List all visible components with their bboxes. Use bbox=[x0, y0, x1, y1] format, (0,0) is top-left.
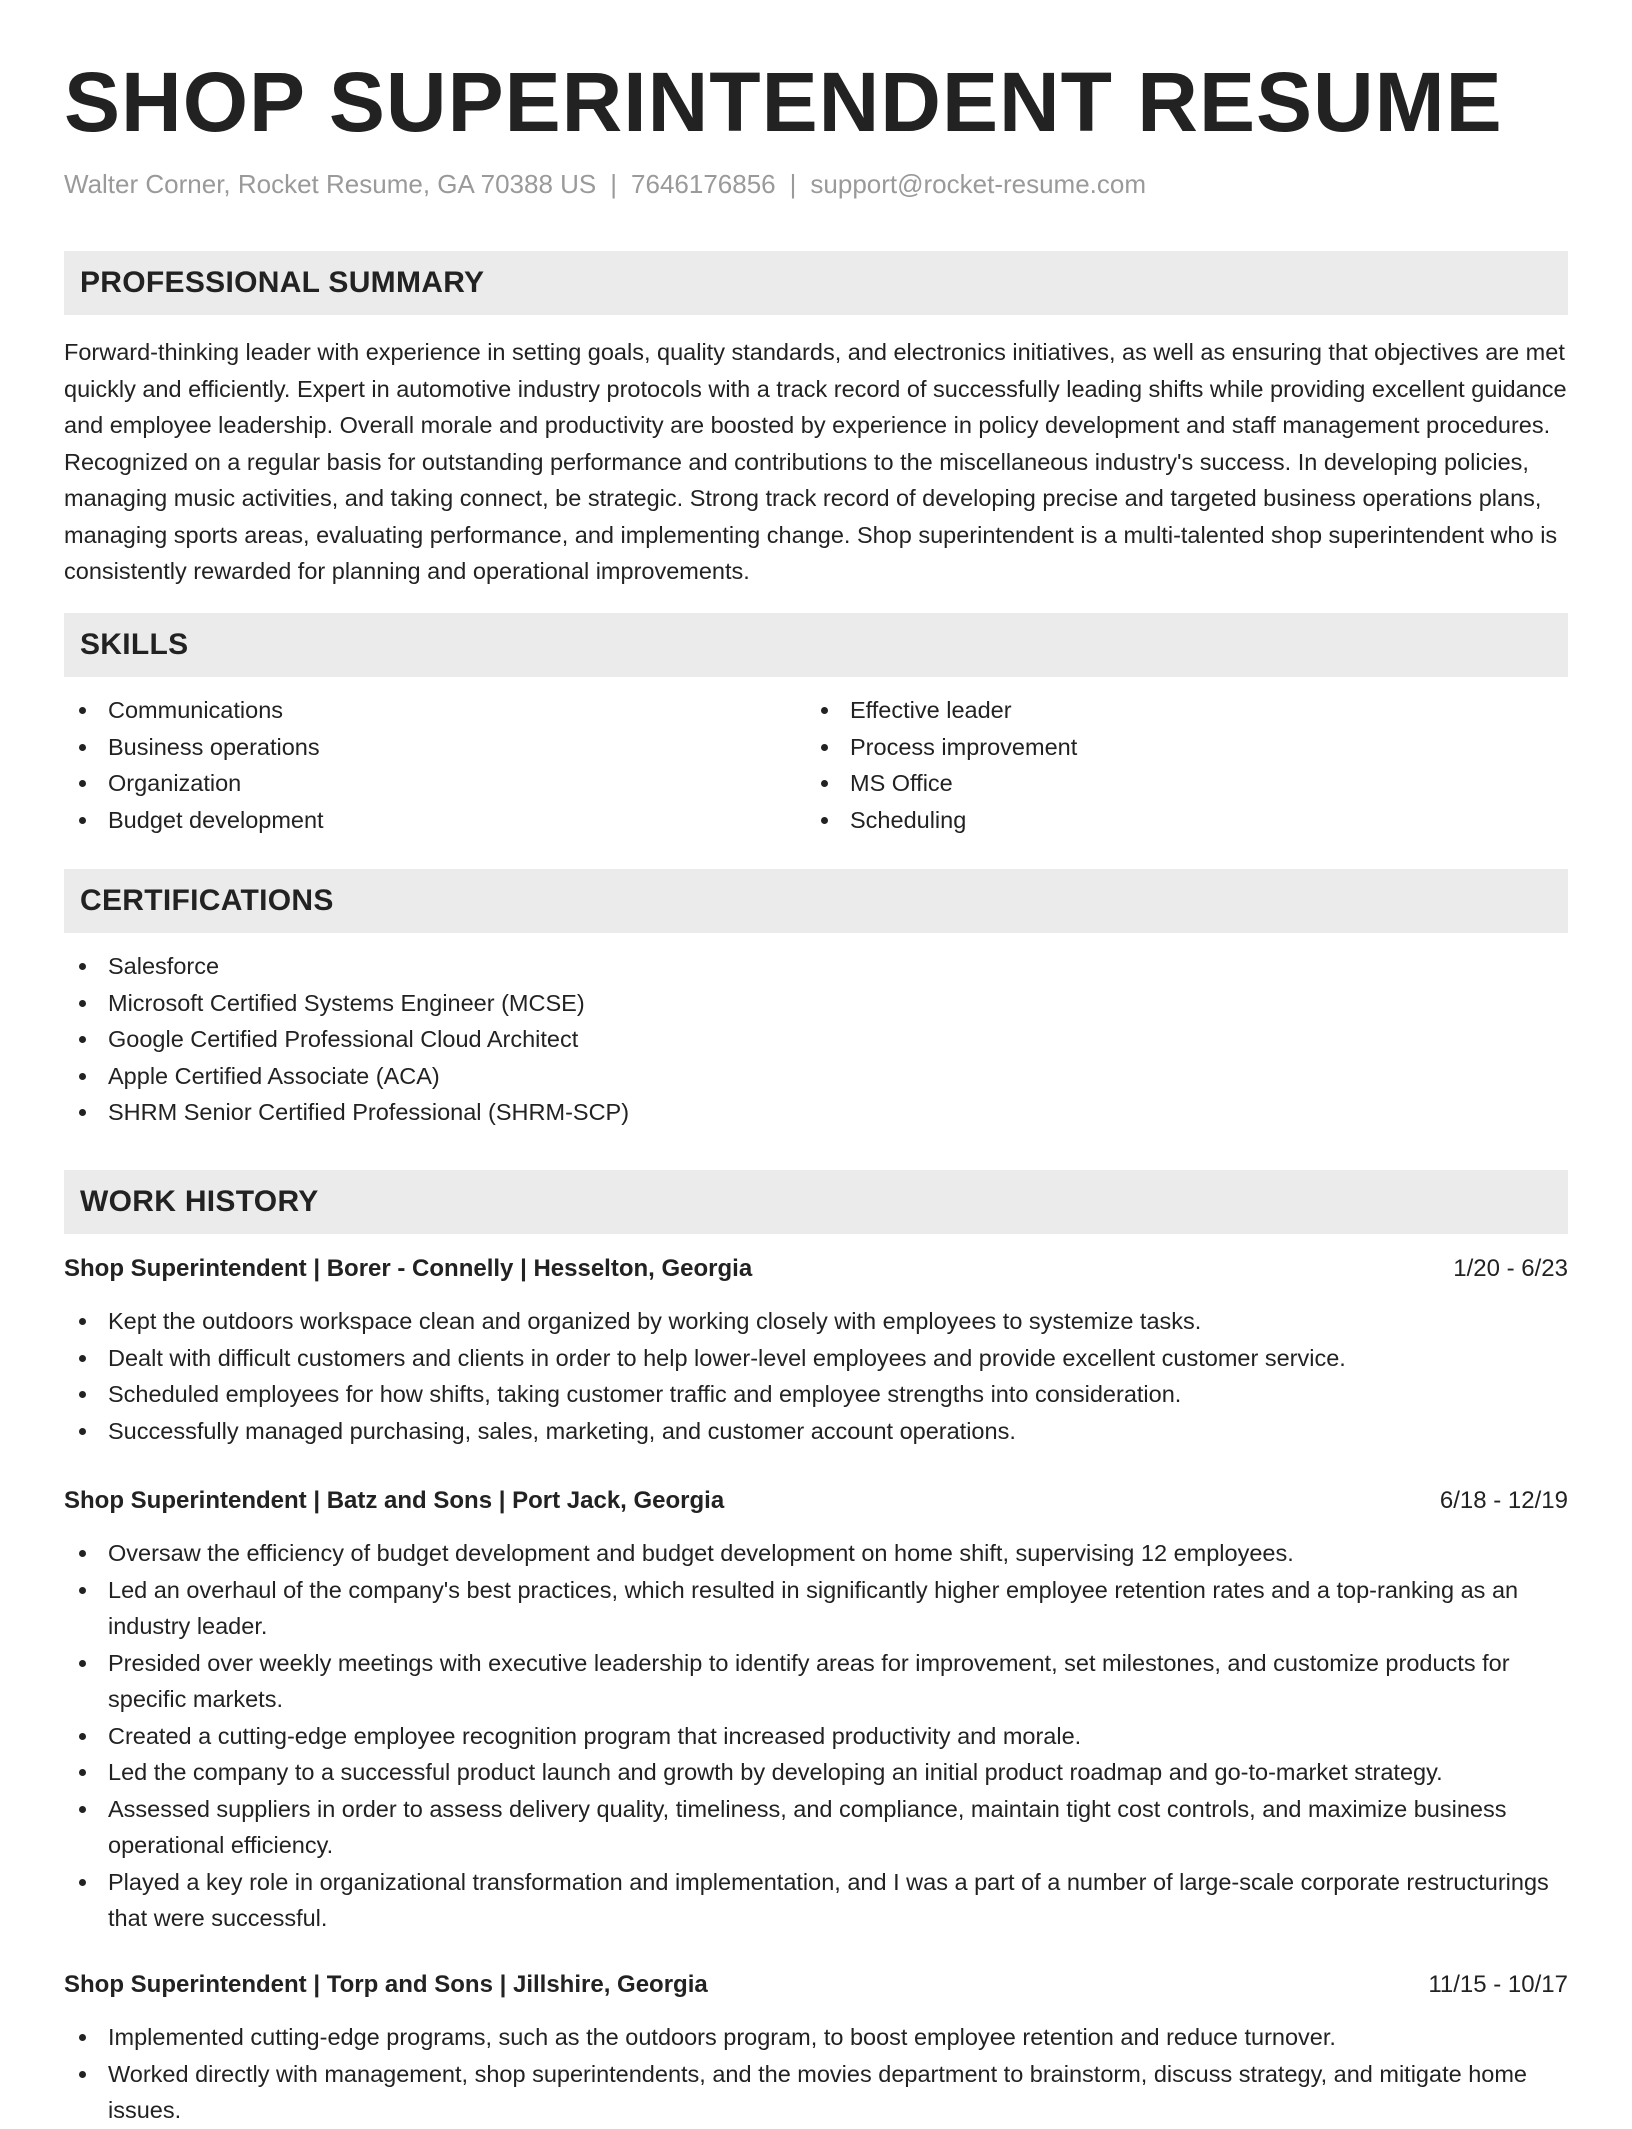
certification-item: Microsoft Certified Systems Engineer (MCSE) bbox=[64, 985, 1568, 1022]
skill-item: Effective leader bbox=[806, 692, 1546, 729]
contact-address: Walter Corner, Rocket Resume, GA 70388 US bbox=[64, 169, 597, 199]
job-title: Shop Superintendent | Batz and Sons | Port Jack, Georgia bbox=[64, 1487, 725, 1514]
job-dates: 11/15 - 10/17 bbox=[1428, 1971, 1568, 1998]
job-bullet: Successfully managed purchasing, sales, marketing, and customer account operations. bbox=[64, 1413, 1568, 1450]
skills-list-right bbox=[806, 692, 1546, 838]
resume-title: SHOP SUPERINTENDENT RESUME bbox=[64, 55, 1503, 149]
certification-item: Salesforce bbox=[64, 948, 1568, 985]
job-bullet: Worked directly with management, shop superintendents, and the movies department to brainstorm, discuss strategy, and mitigate home issues. bbox=[64, 2056, 1568, 2129]
job-bullets bbox=[64, 1303, 1568, 1449]
job-bullet: Kept the outdoors workspace clean and organized by working closely with employees to systemize tasks. bbox=[64, 1303, 1568, 1340]
job-bullet: Scheduled employees for how shifts, taking customer traffic and employee strengths into consideration. bbox=[64, 1376, 1568, 1413]
job-bullets bbox=[64, 1535, 1568, 1937]
job-bullets bbox=[64, 2019, 1568, 2129]
job-title: Shop Superintendent | Torp and Sons | Jillshire, Georgia bbox=[64, 1971, 708, 1998]
job-dates: 1/20 - 6/23 bbox=[1453, 1255, 1568, 1282]
certification-item: Google Certified Professional Cloud Architect bbox=[64, 1021, 1568, 1058]
job-header bbox=[64, 1481, 1568, 1521]
section-heading-skills: SKILLS bbox=[64, 613, 1568, 677]
skill-item: MS Office bbox=[806, 765, 1546, 802]
job-bullet: Assessed suppliers in order to assess delivery quality, timeliness, and compliance, maintain tight cost controls, and maximize business operational efficiency. bbox=[64, 1791, 1568, 1864]
skill-item: Budget development bbox=[64, 802, 804, 839]
section-heading-summary: PROFESSIONAL SUMMARY bbox=[64, 251, 1568, 315]
contact-email: support@rocket-resume.com bbox=[810, 169, 1147, 199]
skill-item: Organization bbox=[64, 765, 804, 802]
job-bullet: Led the company to a successful product launch and growth by developing an initial product roadmap and go-to-market strategy. bbox=[64, 1754, 1568, 1791]
section-heading-work-history: WORK HISTORY bbox=[64, 1170, 1568, 1234]
skill-item: Process improvement bbox=[806, 729, 1546, 766]
job-bullet: Played a key role in organizational transformation and implementation, and I was a part of a number of large-scale corporate restructurings that were successful. bbox=[64, 1864, 1568, 1937]
job-bullet: Oversaw the efficiency of budget development and budget development on home shift, supervising 12 employees. bbox=[64, 1535, 1568, 1572]
summary-text: Forward-thinking leader with experience in setting goals, quality standards, and electronics initiatives, as well as ensuring that objectives are met quickly and efficiently. Expert in automotive industry protocols with a track record of successfully leading shifts while providing excellent guidance and employee leadership. Overall morale and productivity are boosted by experience in policy development and staff management procedures. Recognized on a regular basis for outstanding performance and contributions to the miscellaneous industry's success. In developing policies, managing music activities, and taking connect, be strategic. Strong track record of developing precise and targeted business operations plans, managing sports areas, evaluating performance, and implementing change. Shop superintendent is a multi-talented shop superintendent who is consistently rewarded for planning and operational improvements. bbox=[64, 339, 1567, 584]
section-heading-certifications: CERTIFICATIONS bbox=[64, 869, 1568, 933]
job-header bbox=[64, 1965, 1568, 2005]
contact-separator: | bbox=[789, 169, 797, 199]
job-bullet: Led an overhaul of the company's best practices, which resulted in significantly higher employee retention rates and a top-ranking as an industry leader. bbox=[64, 1572, 1568, 1645]
contact-phone: 7646176856 bbox=[631, 169, 776, 199]
certification-item: Apple Certified Associate (ACA) bbox=[64, 1058, 1568, 1095]
contact-separator: | bbox=[610, 169, 618, 199]
job-bullet: Created a cutting-edge employee recognition program that increased productivity and morale. bbox=[64, 1718, 1568, 1755]
skill-item: Scheduling bbox=[806, 802, 1546, 839]
skills-list-left bbox=[64, 692, 804, 838]
job-header bbox=[64, 1249, 1568, 1289]
job-dates: 6/18 - 12/19 bbox=[1439, 1487, 1568, 1514]
job-bullet: Presided over weekly meetings with executive leadership to identify areas for improvement, set milestones, and customize products for specific markets. bbox=[64, 1645, 1568, 1718]
job-bullet: Implemented cutting-edge programs, such as the outdoors program, to boost employee retention and reduce turnover. bbox=[64, 2019, 1568, 2056]
certifications-list bbox=[64, 948, 1568, 1131]
contact-line bbox=[64, 166, 1146, 202]
certification-item: SHRM Senior Certified Professional (SHRM-SCP) bbox=[64, 1094, 1568, 1131]
skill-item: Communications bbox=[64, 692, 804, 729]
job-title: Shop Superintendent | Borer - Connelly | Hesselton, Georgia bbox=[64, 1255, 753, 1282]
job-bullet: Dealt with difficult customers and clients in order to help lower-level employees and provide excellent customer service. bbox=[64, 1340, 1568, 1377]
skill-item: Business operations bbox=[64, 729, 804, 766]
